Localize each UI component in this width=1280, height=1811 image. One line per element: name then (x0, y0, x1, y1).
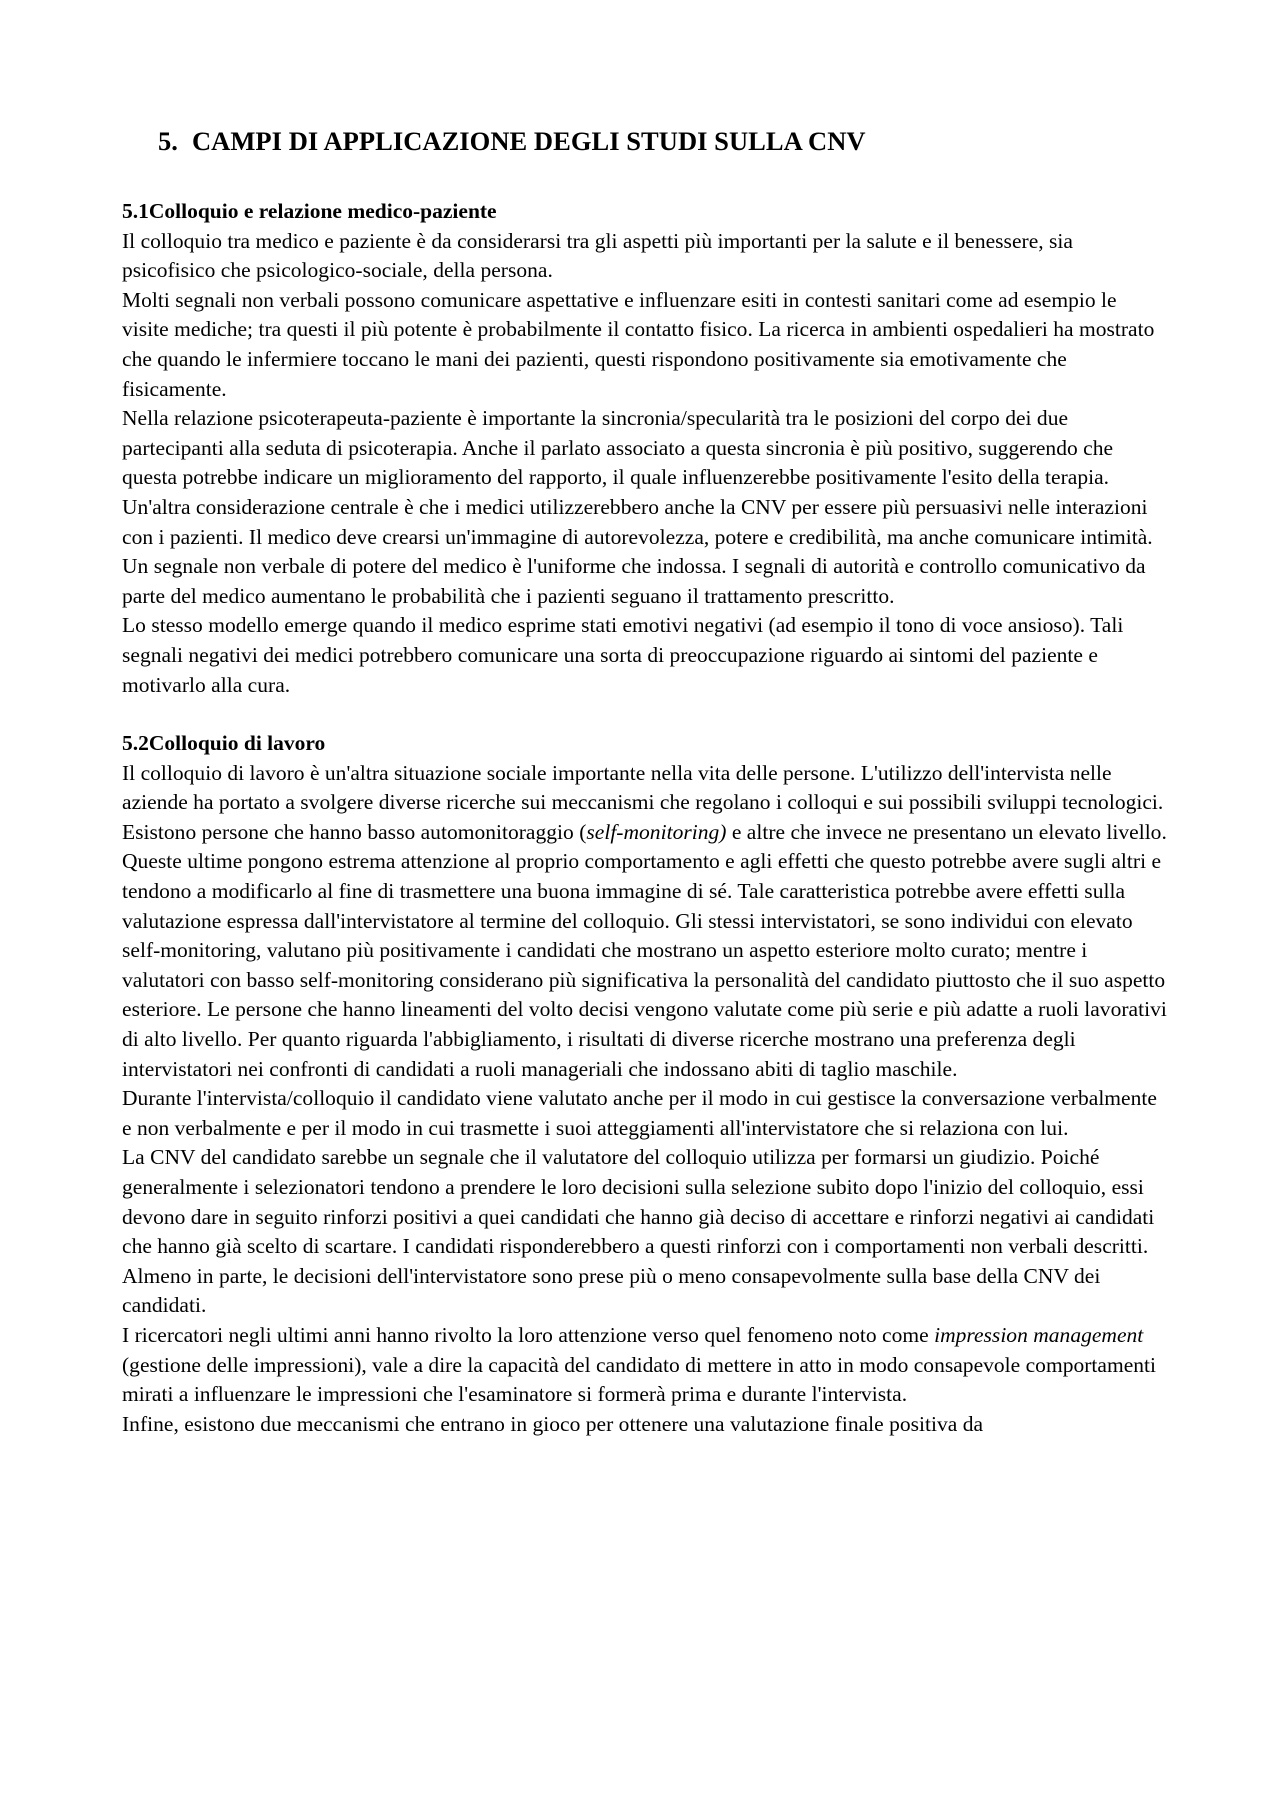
text-run: e altre che invece ne presentano un elevato livello. Queste ultime pongono estrema attenzione al proprio comportamento e agli effetti che questo potrebbe avere sugli altri e tendono a modificarlo al fine di trasmettere una buona immagine di sé. Tale caratteristica potrebbe avere effetti sulla valutazione espressa dall'intervistatore al termine del colloquio. Gli stessi intervistatori, se sono individui con elevato self-monitoring, valutano più positivamente i candidati che mostrano un aspetto esteriore molto curato; mentre i valutatori con basso self-monitoring considerano più significativa la personalità del candidato piuttosto che il suo aspetto esteriore. Le persone che hanno lineamenti del volto decisi vengono valutate come più serie e più adatte a ruoli lavorativi di alto livello. Per quanto riguarda l'abbigliamento, i risultati di diverse ricerche mostrano una preferenza degli intervistatori nei confronti di candidati a ruoli manageriali che indossano abiti di taglio maschile. (122, 819, 1167, 1081)
paragraph: Lo stesso modello emerge quando il medico esprime stati emotivi negativi (ad esempio il tono di voce ansioso). Tali segnali negativi dei medici potrebbero comunicare una sorta di preoccupazione riguardo ai sintomi del paziente e motivarlo alla cura. (122, 613, 1124, 697)
chapter-title (158, 124, 1167, 158)
section-5-1-heading: 5.1Colloquio e relazione medico-paziente (122, 199, 497, 223)
page-content (122, 124, 1167, 1439)
text-run: I ricercatori negli ultimi anni hanno rivolto la loro attenzione verso quel fenomeno noto come (122, 1322, 935, 1347)
chapter-title-text: CAMPI DI APPLICAZIONE DEGLI STUDI SULLA CNV (191, 126, 866, 156)
paragraph: Il colloquio di lavoro è un'altra situazione sociale importante nella vita delle persone. L'utilizzo dell'intervista nelle aziende ha portato a svolgere diverse ricerche sui meccanismi che regolano i colloqui e sui possibili sviluppi tecnologici. (122, 760, 1164, 815)
paragraph: Molti segnali non verbali possono comunicare aspettative e influenzare esiti in contesti sanitari come ad esempio le visite mediche; tra questi il più potente è probabilmente il contatto fisico. La ricerca in ambienti ospedalieri ha mostrato che quando le infermiere toccano le mani dei pazienti, questi rispondono positivamente sia emotivamente che fisicamente. (122, 287, 1155, 401)
text-run: (gestione delle impressioni), vale a dire la capacità del candidato di mettere in atto in modo consapevole comportamenti mirati a influenzare le impressioni che l'esaminatore si formerà prima e durante l'intervista. (122, 1352, 1157, 1407)
paragraph: Il colloquio tra medico e paziente è da considerarsi tra gli aspetti più importanti per la salute e il benessere, sia psicofisico che psicologico-sociale, della persona. (122, 228, 1073, 283)
section-5-2 (122, 729, 1167, 1439)
chapter-number: 5. (158, 126, 178, 156)
paragraph: Nella relazione psicoterapeuta-paziente è importante la sincronia/specularità tra le posizioni del corpo dei due partecipanti alla seduta di psicoterapia. Anche il parlato associato a questa sincronia è più positivo, suggerendo che questa potrebbe indicare un miglioramento del rapporto, il quale influenzerebbe positivamente l'esito della terapia. (122, 406, 1114, 490)
paragraph: La CNV del candidato sarebbe un segnale che il valutatore del colloquio utilizza per formarsi un giudizio. Poiché generalmente i selezionatori tendono a prendere le loro decisioni sulla selezione subito dopo l'inizio del colloquio, essi devono dare in seguito rinforzi positivi a quei candidati che hanno già deciso di accettare e rinforzi negativi ai candidati che hanno già scelto di scartare. I candidati risponderebbero a questi rinforzi con i comportamenti non verbali descritti. (122, 1145, 1155, 1259)
section-5-1 (122, 197, 1167, 700)
text-run: Esistono persone che hanno basso automonitoraggio ( (122, 819, 587, 844)
paragraph: Durante l'intervista/colloquio il candidato viene valutato anche per il modo in cui gestisce la conversazione verbalmente e non verbalmente e per il modo in cui trasmette i suoi atteggiamenti all'intervistatore che si relaziona con lui. (122, 1086, 1157, 1140)
section-5-2-heading: 5.2Colloquio di lavoro (122, 731, 326, 756)
paragraph: Infine, esistono due meccanismi che entrano in gioco per ottenere una valutazione finale positiva da (122, 1411, 984, 1436)
paragraph (122, 818, 1167, 1084)
paragraph: Un'altra considerazione centrale è che i medici utilizzerebbero anche la CNV per essere più persuasivi nelle interazioni con i pazienti. Il medico deve crearsi un'immagine di autorevolezza, potere e credibilità, ma anche comunicare intimità. Un segnale non verbale di potere del medico è l'uniforme che indossa. I segnali di autorità e controllo comunicativo da parte del medico aumentano le probabilità che i pazienti seguano il trattamento prescritto. (122, 494, 1153, 608)
paragraph: Almeno in parte, le decisioni dell'intervistatore sono prese più o meno consapevolmente sulla base della CNV dei candidati. (122, 1263, 1101, 1318)
italic-term: self-monitoring) (586, 819, 727, 844)
paragraph (122, 1321, 1167, 1410)
italic-term: impression management (934, 1322, 1144, 1347)
